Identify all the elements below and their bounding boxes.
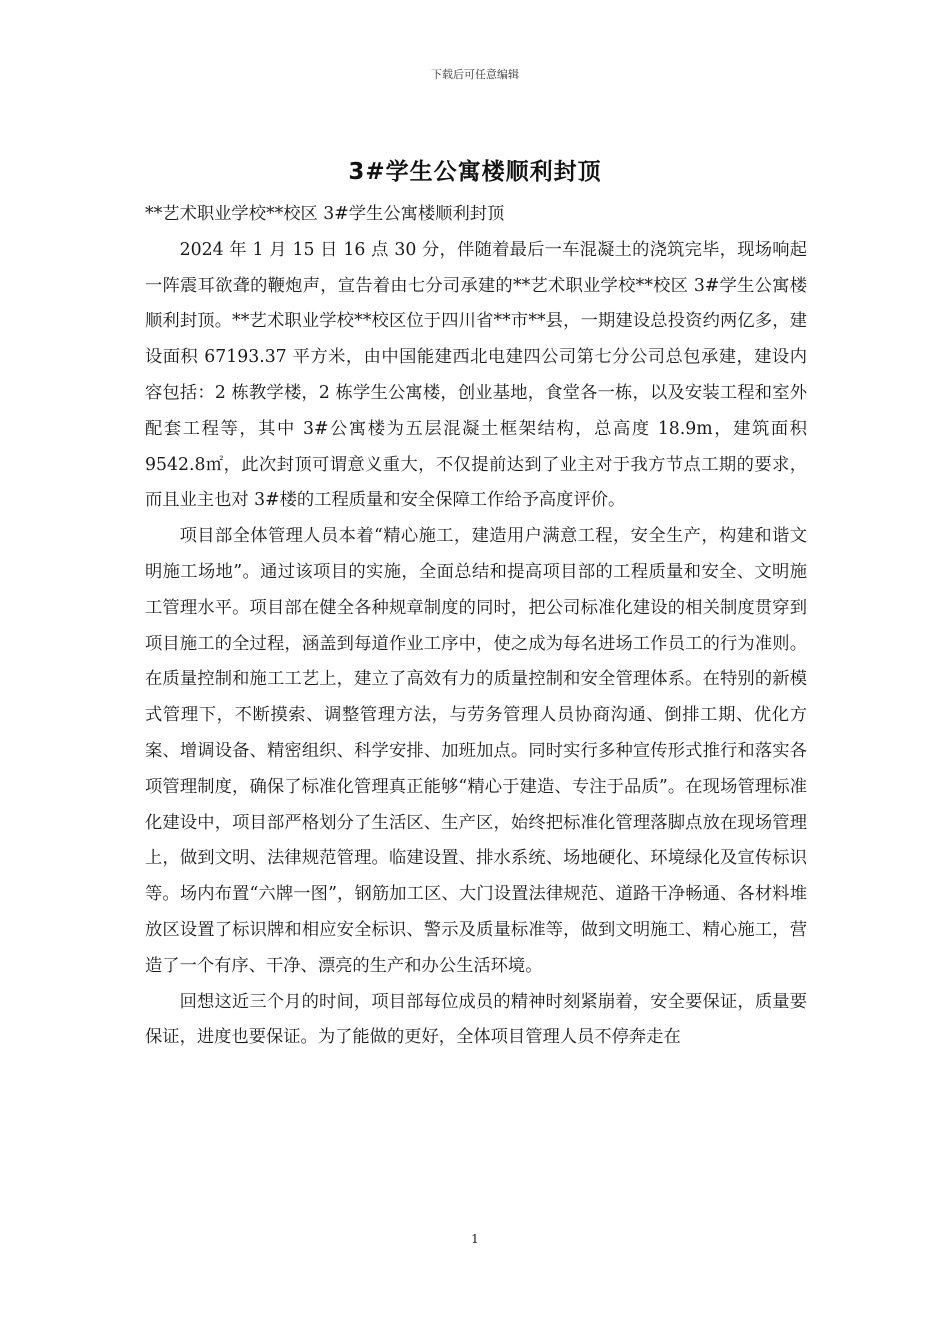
document-body [145,197,807,1056]
page-number: 1 [471,1232,479,1246]
paragraph-3: 回想这近三个月的时间，项目部每位成员的精神时刻紧崩着，安全要保证，质量要保证，进度也要保证。为了能做的更好，全体项目管理人员不停奔走在 [145,991,807,1048]
document-title: 3#学生公寓楼顺利封顶 [348,159,602,185]
document-subtitle: **艺术职业学校**校区 3#学生公寓楼顺利封顶 [145,204,505,224]
paragraph-2: 项目部全体管理人员本着“精心施工，建造用户满意工程，安全生产，构建和谐文明施工场地”。通过该项目的实施，全面总结和提高项目部的工程质量和安全、文明施工管理水平。项目部在健全各种规章制度的同时，把公司标准化建设的相关制度贯穿到项目施工的全过程，涵盖到每道作业工序中，使之成为每名进场工作员工的行为准则。在质量控制和施工工艺上，建立了高效有力的质量控制和安全管理体系。在特别的新模式管理下，不断摸索、调整管理方法，与劳务管理人员协商沟通、倒排工期、优化方案、增调设备、精密组织、科学安排、加班加点。同时实行多种宣传形式推行和落实各项管理制度，确保了标准化管理真正能够“精心于建造、专注于品质”。在现场管理标准化建设中，项目部严格划分了生活区、生产区，始终把标准化管理落脚点放在现场管理上，做到文明、法律规范管理。临建设置、排水系统、场地硬化、环境绿化及宣传标识等。场内布置“六牌一图”，钢筋加工区、大门设置法律规范、道路干净畅通、各材料堆放区设置了标识牌和相应安全标识、警示及质量标准等，做到文明施工、精心施工，营造了一个有序、干净、漂亮的生产和办公生活环境。 [145,526,807,976]
paragraph-1: 2024 年 1 月 15 日 16 点 30 分，伴随着最后一车混凝土的浇筑完毕，现场响起一阵震耳欲聋的鞭炮声，宣告着由七分司承建的**艺术职业学校**校区 3#学生公寓楼顺利封顶。**艺术职业学校**校区位于四川省**市**县，一期建设总投资约两亿多，建设面积 67193.37 平方米，由中国能建西北电建四公司第七分公司总包承建，建设内容包括：2 栋教学楼，2 栋学生公寓楼，创业基地，食堂各一栋，以及安装工程和室外配套工程等，其中 3#公寓楼为五层混凝土框架结构，总高度 18.9m，建筑面积 9542.8㎡，此次封顶可谓意义重大，不仅提前达到了业主对于我方节点工期的要求，而且业主也对 3#楼的工程质量和安全保障工作给予高度评价。 [145,239,807,511]
header-note: 下载后可任意编辑 [431,68,519,81]
